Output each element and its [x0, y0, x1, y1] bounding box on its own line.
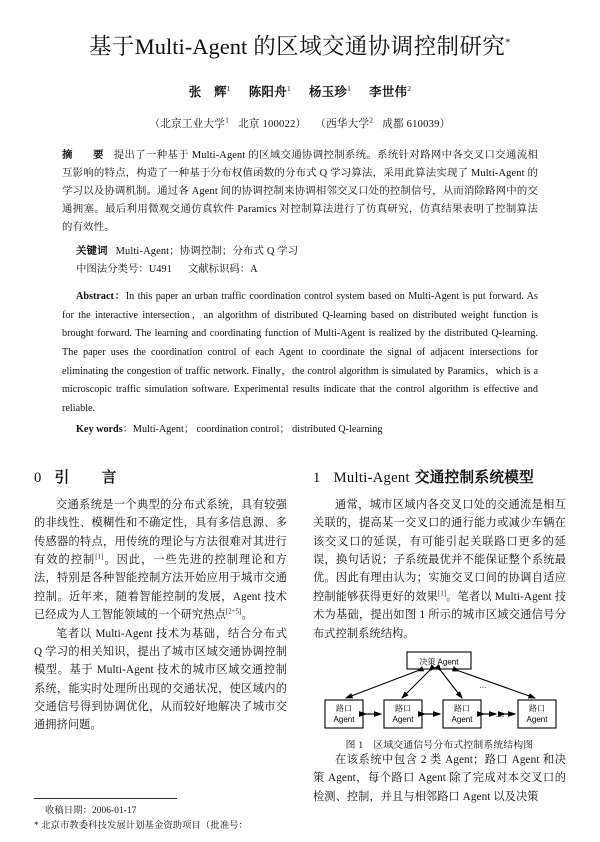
funding-marker: *: [34, 820, 39, 831]
section-title: 交通控制系统模型: [414, 470, 535, 486]
author-name: 陈阳舟: [248, 84, 287, 99]
affiliation-city: 成都: [382, 119, 404, 131]
arrow-decision-to-agent-3: [441, 671, 462, 698]
section-number: 0: [34, 470, 42, 486]
figure-canvas: [313, 650, 566, 736]
received-label: 收稿日期：: [45, 805, 92, 816]
abstract-label: 摘 要: [62, 150, 109, 162]
author-item: [249, 85, 291, 99]
intersection-label-latin-2: Agent: [392, 714, 414, 724]
abstract-text: 提出了一种基于 Multi-Agent 的区域交通协调控制系统。系统针对路网中各交叉口交通流相互影响的特点，构造了一种基于分布权值函数的分布式 Q 学习算法，采用此算法实现了 Multi-Agent 的学习以及协调机制。通过各 Agent 间的协调控制来协调相邻交叉口处的控制信号，从而消除路网中的交通拥塞。最后利用微观交通仿真软件 Paramics 对控制算法进行了仿真研究，仿真结果表明了控制算法的有效性。: [62, 150, 539, 233]
architecture-diagram: [313, 650, 566, 736]
section-heading-0: [34, 466, 287, 487]
affiliation-item: [149, 115, 307, 131]
footnote-divider: [34, 798, 177, 799]
author-affil-marker: 1: [286, 83, 291, 93]
title-cn-suffix: 的区域交通协调控制研究: [253, 34, 506, 59]
doc-code-label: 文献标识码：: [187, 264, 251, 276]
funding-text: 北京市教委科技发展计划基金资助项目（批准号：: [41, 820, 248, 831]
decision-agent-label: [420, 656, 460, 666]
decision-agent-cn: 决策: [419, 657, 436, 667]
intersection-label-latin-1: Agent: [333, 714, 355, 724]
affiliation-postcode: 610039）: [406, 119, 451, 131]
paragraph: 在该系统中包含 2 类 Agent；路口 Agent 和决策 Agent，每个路口 Agent 除了完成对本交叉口的检测、控制，并且与相邻路口 Agent 以及决策: [313, 753, 566, 803]
keywords-chinese: [62, 243, 538, 261]
section-title: 引 言: [54, 470, 126, 486]
abstract-en-label: Abstract：: [76, 291, 126, 303]
paragraph-part: 。: [241, 609, 253, 622]
left-column: [34, 466, 287, 806]
ellipsis-top: …: [479, 680, 487, 690]
classification-line: [62, 261, 538, 279]
author-name: 杨玉珍: [309, 84, 348, 99]
title-footnote-marker: *: [505, 36, 512, 49]
right-column: [313, 466, 566, 806]
paragraph: [313, 496, 566, 643]
citation-ref: [2~5]: [225, 608, 242, 616]
author-item: [369, 85, 411, 99]
affiliation-item: [315, 115, 451, 131]
received-date: 2006-01-17: [92, 805, 137, 816]
paragraph-part: 。因此，一些先进的控制理论和方法，特别是各种智能控制方法开始应用于城市交通控制。近年来，随着智能控制的发展，Agent 技术已经成为人工智能领域的一个研究热点: [34, 554, 287, 622]
funding-line: [34, 819, 287, 834]
arrow-decision-to-agent-4: [459, 671, 535, 698]
author-affil-marker: 2: [407, 83, 412, 93]
paragraph-part: 。笔者以 Multi-Agent 技术为基础，提出如图 1 所示的城市区域交通信号分布式控制系统结构。: [313, 590, 566, 640]
clc-label: 中图法分类号：: [76, 264, 149, 276]
page-title: [40, 34, 560, 61]
affiliation-marker: 2: [369, 115, 374, 125]
affiliation-city: 北京: [238, 119, 260, 131]
paragraph-part: 交通系统是一个典型的分布式系统，具有较强的非线性、模糊性和不确定性，具有多信息源、多传感器的特点，用传统的理论与方法很难对其进行有效的控制: [34, 499, 287, 567]
author-name: 李世伟: [369, 84, 408, 99]
keywords-en-separator: ：: [122, 424, 133, 436]
author-affil-marker: 1: [347, 83, 352, 93]
intersection-label-cn-2: 路口: [395, 703, 411, 713]
figure-caption-label: 图 1: [345, 739, 364, 751]
affiliation-list: [0, 116, 600, 132]
intersection-label-latin-4: Agent: [526, 714, 548, 724]
paragraph: 笔者以 Multi-Agent 技术为基础，结合分布式 Q 学习的相关知识，提出了城市区域交通协调控制模型。基于 Multi-Agent 技术的城市区域交通控制系统，能实时处理所出现的交通状况，使区域内的交通信号得到协调优化，从而较好地解决了城市交通拥挤问题。: [34, 627, 287, 732]
keywords-text: Multi-Agent；协调控制；分布式 Q 学习: [115, 245, 299, 257]
intersection-label-cn-4: 路口: [529, 703, 545, 713]
intersection-label-latin-3: Agent: [451, 714, 473, 724]
keywords-en-text: Multi-Agent； coordination control； distributed Q-learning: [132, 424, 383, 436]
keywords-label: 关键词: [76, 245, 108, 257]
doc-code-value: A: [250, 264, 258, 276]
citation-ref: [1]: [437, 590, 447, 598]
affiliation-postcode: 100022）: [262, 119, 307, 131]
paragraph: [34, 496, 287, 625]
intersection-label-cn-3: 路口: [454, 703, 470, 713]
intersection-label-cn-1: 路口: [336, 703, 352, 713]
author-list: [0, 82, 600, 100]
ellipsis-between-agents: …: [495, 708, 505, 719]
abstract-chinese: [62, 147, 538, 236]
author-item: [189, 85, 231, 99]
author-name: 张 辉: [188, 84, 227, 99]
clc-value: U491: [148, 264, 172, 276]
keywords-english: [62, 421, 538, 440]
figure-1: [313, 650, 566, 751]
citation-ref: [1]: [95, 553, 104, 561]
title-cn-prefix: 基于: [88, 34, 135, 59]
author-item: [309, 85, 351, 99]
title-block: [0, 0, 600, 61]
title-latin: Multi-Agent: [134, 34, 248, 59]
section-heading-1: [313, 466, 566, 487]
paragraph-part: 通常，城市区域内各交叉口处的交通流是相互关联的，提高某一交叉口的通行能力或减少车辆在该交叉口的延误，有可能引起关联路口更多的延误，换句话说；子系统最优并不能保证整个系统最优。因此有理由认为；实施交叉口间的协调自适应控制能够获得更好的效果: [313, 499, 566, 603]
section-title-latin: Multi-Agent: [333, 470, 410, 486]
body-columns: [0, 466, 600, 806]
footnote-block: [34, 798, 287, 834]
decision-agent-latin: Agent: [437, 657, 459, 667]
affiliation-org: （北京工业大学: [149, 119, 226, 131]
abstract-english: [62, 288, 538, 418]
author-affil-marker: 1: [226, 83, 231, 93]
figure-caption: [313, 737, 566, 751]
abstract-en-text: In this paper an urban traffic coordination control system based on Multi-Agent is put forward. As for the interactive intersection，an algorithm of distributed Q-learning based on distributed weight function is brought forward. The learning and coordinating function of Multi-Agent is realized by the distributed Q-learning. The paper uses the coordination control of each Agent to coordinate the signal of adjacent intersections for eliminating the congestion of traffic network. Finally，the control algorithm is simulated by Paramics，which is a microscopic traffic simulation software. Experimental results indicate that the control algorithm is effective and reliable.: [62, 291, 538, 414]
received-date-line: [34, 804, 287, 819]
section-number: 1: [313, 470, 321, 486]
affiliation-org: （西华大学: [315, 119, 370, 131]
figure-caption-text: 区域交通信号分布式控制系统结构图: [373, 739, 534, 751]
affiliation-marker: 1: [225, 115, 230, 125]
keywords-en-label: Key words: [76, 424, 123, 436]
